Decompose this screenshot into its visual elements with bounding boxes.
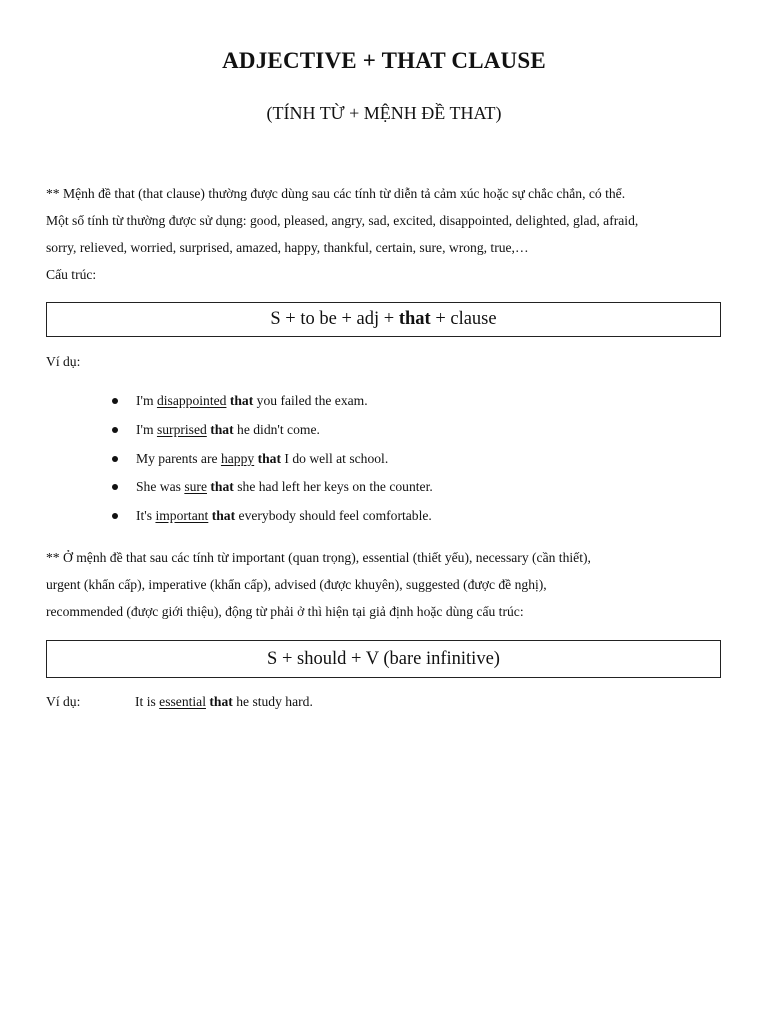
example-text: It is [135, 694, 160, 709]
example-text: She was [136, 479, 185, 495]
example-keyword: that [210, 479, 234, 495]
list-item [110, 388, 433, 417]
example-text: she had left her keys on the counter. [233, 479, 433, 495]
bullet-icon [112, 456, 118, 462]
bullet-icon [112, 513, 118, 519]
example-text: My parents are [136, 450, 221, 466]
example-text: I'm [136, 421, 157, 437]
section2-line: recommended (được giới thiệu), động từ phải ở thì hiện tại giả định hoặc dùng cấu trúc: [46, 604, 524, 619]
example-adjective: important [155, 508, 209, 524]
example-keyword: that [211, 508, 236, 524]
example-adjective: disappointed [156, 393, 227, 408]
list-item [110, 503, 433, 532]
example-keyword: that [210, 421, 234, 437]
example-text: you failed the exam. [253, 393, 368, 408]
list-item [110, 446, 433, 475]
example-adjective: happy [220, 450, 255, 466]
example-adjective: essential [159, 694, 206, 709]
page-title: ADJECTIVE + THAT CLAUSE [222, 48, 546, 73]
bullet-icon [112, 427, 118, 433]
list-item [110, 474, 433, 503]
example-keyword: that [229, 393, 254, 408]
example-text: he study hard. [232, 694, 313, 709]
structure-label: Cấu trúc: [46, 267, 97, 282]
section2-line: ** Ở mệnh đề that sau các tính từ important (quan trọng), essential (thiết yếu), necessary (cần thiết), [46, 550, 591, 565]
intro-line: sorry, relieved, worried, surprised, amazed, happy, thankful, certain, sure, wrong, true,… [46, 240, 529, 255]
section2-line: urgent (khẩn cấp), imperative (khẩn cấp), advised (được khuyên), suggested (được đề nghị), [46, 577, 547, 592]
example-text: I'm [136, 393, 157, 408]
example-list [110, 388, 433, 532]
formula-keyword: that [398, 309, 431, 329]
bullet-icon [112, 398, 118, 404]
formula-part: + clause [430, 309, 497, 329]
intro-paragraph [46, 180, 736, 288]
example-label: Ví dụ: [46, 354, 81, 369]
list-item [110, 417, 433, 446]
formula-box-should: S + should + V (bare infinitive) [46, 640, 721, 678]
example-adjective: surprised [156, 421, 207, 437]
example-keyword: that [209, 694, 233, 709]
formula-part: S + to be + adj + [270, 309, 399, 329]
example-text: everybody should feel comfortable. [235, 508, 432, 524]
bullet-icon [112, 484, 118, 490]
example-adjective: sure [184, 479, 207, 495]
example-keyword: that [257, 450, 281, 466]
example-text: he didn't come. [233, 421, 320, 437]
example2-sentence [135, 692, 313, 712]
example-text: It's [136, 508, 156, 524]
section2-paragraph [46, 544, 736, 625]
intro-line: ** Mệnh đề that (that clause) thường được dùng sau các tính từ diễn tả cảm xúc hoặc sự chắc chắn, có thể. [46, 186, 626, 201]
example2-label: Ví dụ: [46, 694, 81, 709]
intro-line: Một số tính từ thường được sử dụng: good, pleased, angry, sad, excited, disappointed, delighted, glad, afraid, [46, 213, 639, 228]
page-subtitle: (TÍNH TỪ + MỆNH ĐỀ THAT) [266, 103, 502, 123]
formula-box-that-clause [46, 302, 721, 337]
example-text: I do well at school. [281, 450, 389, 466]
